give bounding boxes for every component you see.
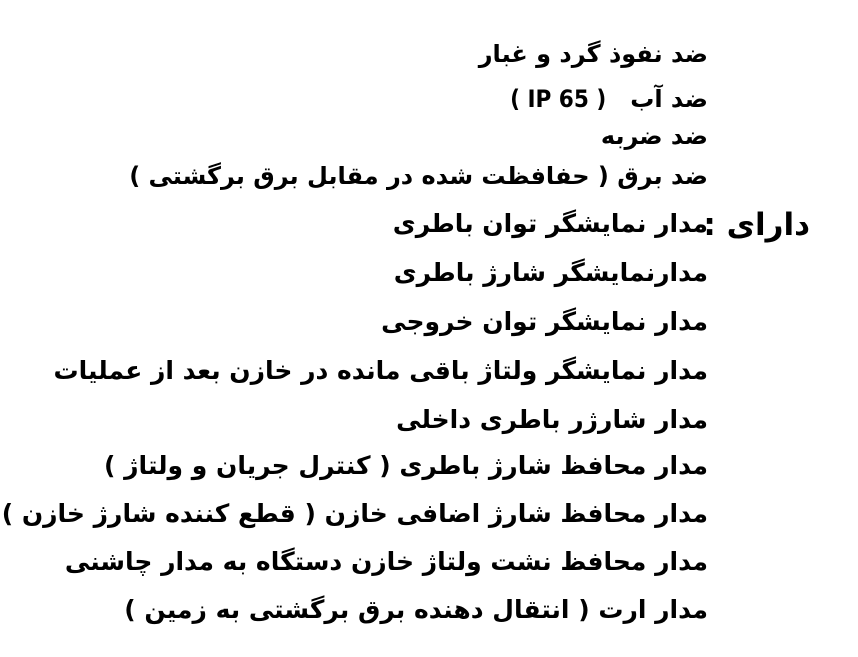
feature-lightning: ضد برق ( حفافظت شده در مقابل برق برگشتی ) [129,162,708,190]
waterproof-text: ضد آب [630,85,708,113]
include-item: مدار محافظ شارژ باطری ( کنترل جریان و ولتاژ ) [104,451,708,480]
ip-rating: ( IP 65 ) [510,85,607,113]
include-item: مدار شارژر باطری داخلی [396,405,708,434]
feature-waterproof [510,82,708,116]
include-item: مدار نمایشگر توان باطری [392,209,708,238]
include-item: مدار محافظ نشت ولتاژ خازن دستگاه به مدار چاشنی [64,547,708,576]
include-item: مدار نمایشگر ولتاژ باقی مانده در خازن بعد از عملیات [53,356,708,385]
include-item: مدار ارت ( انتقال دهنده برق برگشتی به زمین ) [124,595,708,624]
feature-shockproof: ضد ضربه [600,122,708,150]
include-item: مدار محافظ شارژ اضافی خازن ( قطع کننده شارژ خازن ) [1,499,708,528]
feature-dustproof: ضد نفوذ گرد و غبار [478,40,708,68]
include-item: مدارنمایشگر شارژ باطری [393,258,708,287]
includes-label: دارای : [703,207,810,243]
include-item: مدار نمایشگر توان خروجی [381,307,708,336]
